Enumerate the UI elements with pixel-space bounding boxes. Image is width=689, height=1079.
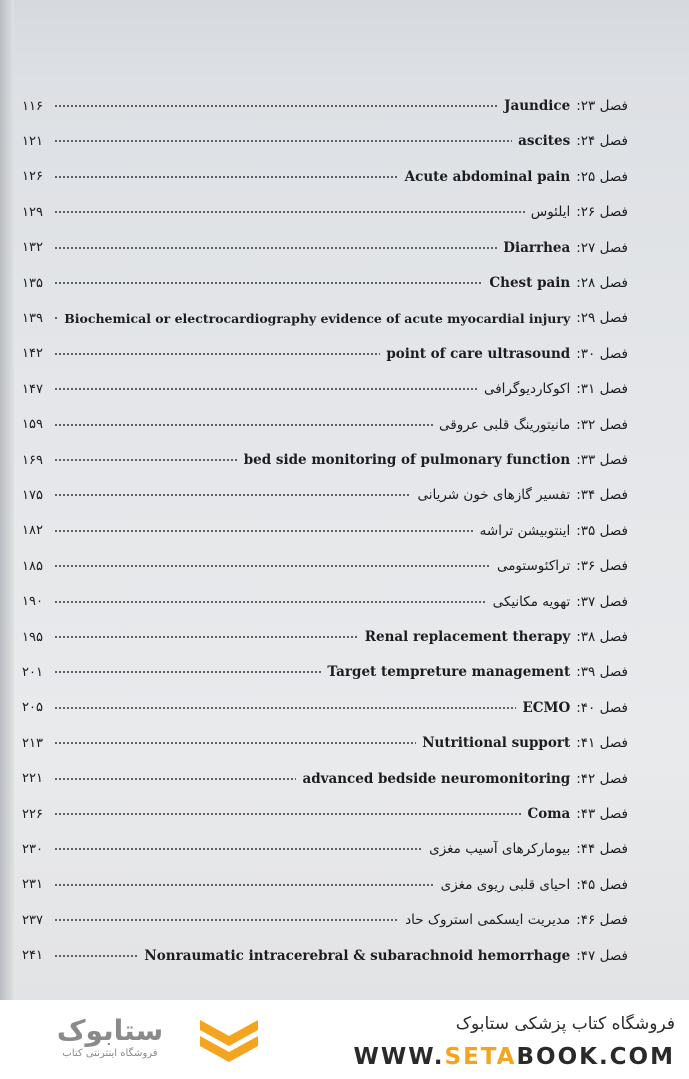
- toc-row: [22, 165, 628, 189]
- chapter-label: فصل ۴۵:: [576, 876, 628, 893]
- toc-row: [22, 590, 628, 614]
- toc-row: [22, 802, 628, 826]
- dot-leader: [54, 778, 296, 780]
- chapter-title: مانیتورینگ قلبی عروقی: [439, 416, 571, 433]
- chapter-title: point of care ultrasound: [386, 345, 571, 362]
- page-number: ۲۳۰: [22, 841, 43, 857]
- page-number: ۲۲۱: [22, 771, 43, 787]
- dot-leader: [54, 388, 478, 390]
- chapter-label: فصل ۲۳:: [576, 98, 628, 114]
- dot-leader: [54, 848, 423, 850]
- chapter-label: فصل ۴۲:: [576, 770, 628, 787]
- dot-leader: [54, 636, 359, 638]
- url-highlight: SETA: [444, 1044, 517, 1070]
- page-number: ۱۳۲: [22, 240, 43, 256]
- store-name: فروشگاه کتاب پزشکی ستابوک: [455, 1014, 675, 1034]
- toc-row: [22, 200, 628, 224]
- chapter-label: فصل ۲۸:: [576, 275, 628, 291]
- dot-leader: [54, 282, 483, 284]
- chapter-title: Acute abdominal pain: [404, 168, 571, 185]
- page-number: ۲۱۳: [22, 735, 43, 751]
- page-number: ۱۵۹: [22, 417, 43, 433]
- chapter-title: Coma: [527, 806, 571, 822]
- chapter-title: احیای قلبی ریوی مغزی: [440, 876, 571, 893]
- chapter-title: bed side monitoring of pulmonary function: [243, 452, 571, 468]
- toc-row: [22, 625, 628, 649]
- chapter-label: فصل ۳۵:: [576, 522, 628, 539]
- chapter-label: فصل ۳۹:: [576, 664, 628, 681]
- chapter-title: Jaundice: [504, 98, 571, 114]
- chapter-title: Biochemical or electrocardiography evidence of acute myocardial injury: [64, 310, 571, 326]
- chapter-label: فصل ۳۱:: [576, 381, 628, 398]
- dot-leader: [54, 919, 399, 921]
- chapter-title: ایلئوس: [530, 204, 571, 221]
- dot-leader: [54, 707, 516, 709]
- chapter-label: فصل ۴۰:: [576, 699, 628, 716]
- toc-row: [22, 129, 628, 153]
- dot-leader: [54, 494, 411, 496]
- toc-row: [22, 377, 628, 401]
- store-url[interactable]: [354, 1044, 675, 1070]
- toc-row: [22, 448, 628, 472]
- logo-name: ستابوک: [56, 1014, 164, 1047]
- toc-row: [22, 554, 628, 578]
- chapter-label: فصل ۳۴:: [576, 487, 628, 504]
- toc-row: [22, 767, 628, 791]
- chapter-title: مدیریت ایسکمی استروک حاد: [405, 912, 571, 929]
- dot-leader: [54, 813, 521, 815]
- page-number: ۲۴۱: [22, 948, 43, 964]
- dot-leader: [54, 565, 491, 567]
- chapter-label: فصل ۲۶:: [576, 204, 628, 221]
- chapter-title: ascites: [518, 133, 571, 150]
- store-footer: [0, 1000, 689, 1079]
- toc-row: [22, 483, 628, 507]
- chapter-label: فصل ۲۴:: [576, 133, 628, 150]
- dot-leader: [54, 530, 474, 532]
- chapter-label: فصل ۲۹:: [576, 310, 628, 327]
- toc-row: [22, 342, 628, 366]
- chapter-label: فصل ۲۷:: [576, 239, 628, 256]
- page-number: ۱۲۹: [22, 204, 43, 220]
- chapter-title: اکوکاردیوگرافی: [483, 381, 571, 398]
- page-number: ۱۲۱: [22, 133, 43, 149]
- page-number: ۱۷۵: [22, 487, 43, 503]
- page-number: ۱۶۹: [22, 452, 43, 468]
- chapter-title: Renal replacement therapy: [364, 629, 571, 645]
- chapter-label: فصل ۳۶:: [576, 558, 628, 575]
- logo-tagline: فروشگاه اینترنتی کتاب: [62, 1048, 158, 1059]
- toc-row: [22, 413, 628, 437]
- page-number: ۱۴۲: [22, 346, 43, 362]
- dot-leader: [54, 317, 58, 319]
- chapter-label: فصل ۳۸:: [576, 629, 628, 645]
- chapter-label: فصل ۲۵:: [576, 168, 628, 185]
- chapter-label: فصل ۴۶:: [576, 912, 628, 929]
- page-number: ۱۳۵: [22, 275, 43, 291]
- chapter-title: Target tempreture management: [327, 664, 571, 681]
- chapter-title: Nutritional support: [422, 735, 571, 752]
- dot-leader: [54, 601, 487, 603]
- page-number: ۲۳۱: [22, 877, 43, 893]
- chapter-title: Nonraumatic intracerebral & subarachnoid hemorrhage: [144, 947, 571, 964]
- chapter-title: ECMO: [522, 699, 571, 716]
- dot-leader: [54, 671, 321, 673]
- toc-row: [22, 660, 628, 684]
- chapter-label: فصل ۴۷:: [576, 947, 628, 964]
- toc-row: [22, 731, 628, 755]
- chapter-label: فصل ۴۳:: [576, 806, 628, 822]
- chapter-label: فصل ۳۲:: [576, 416, 628, 433]
- page-number: ۱۸۲: [22, 523, 43, 539]
- dot-leader: [54, 176, 399, 178]
- toc-row: [22, 94, 628, 118]
- chapter-title: تهویه مکانیکی: [492, 593, 571, 610]
- chapter-title: بیومارکرهای آسیب مغزی: [429, 841, 571, 858]
- toc-row: [22, 236, 628, 260]
- chapter-label: فصل ۴۴:: [576, 841, 628, 858]
- dot-leader: [54, 459, 238, 461]
- toc-row: [22, 696, 628, 720]
- dot-leader: [54, 140, 512, 142]
- url-suffix: BOOK.COM: [516, 1044, 675, 1070]
- page-number: ۲۳۷: [22, 912, 43, 928]
- page-number: ۲۰۵: [22, 700, 43, 716]
- dot-leader: [54, 424, 433, 426]
- chapter-label: فصل ۳۳:: [576, 452, 628, 468]
- toc-row: [22, 908, 628, 932]
- chapter-label: فصل ۳۷:: [576, 593, 628, 610]
- setabook-logo: [32, 1014, 182, 1064]
- dot-leader: [54, 211, 525, 213]
- page-number: ۲۲۶: [22, 806, 43, 822]
- page-number: ۱۱۶: [22, 98, 43, 114]
- chapter-title: اینتوبیشن تراشه: [479, 522, 571, 539]
- chapter-title: تفسیر گازهای خون شریانی: [417, 487, 571, 504]
- toc-row: [22, 271, 628, 295]
- url-prefix: WWW.: [353, 1044, 445, 1070]
- page-number: ۱۴۷: [22, 381, 43, 397]
- page-number: ۱۲۶: [22, 169, 43, 185]
- toc-row: [22, 519, 628, 543]
- chapter-title: advanced bedside neuromonitoring: [302, 770, 571, 787]
- chapter-title: Diarrhea: [503, 239, 571, 256]
- page-number: ۱۹۵: [22, 629, 43, 645]
- dot-leader: [54, 353, 380, 355]
- toc-row: [22, 944, 628, 968]
- chapter-title: تراکئوستومی: [496, 558, 571, 575]
- chapter-label: فصل ۴۱:: [576, 735, 628, 752]
- toc-row: [22, 306, 628, 330]
- chevron-logo-icon: [196, 1014, 262, 1068]
- dot-leader: [54, 742, 416, 744]
- dot-leader: [54, 247, 497, 249]
- dot-leader: [54, 884, 435, 886]
- toc-row: [22, 837, 628, 861]
- dot-leader: [54, 105, 498, 107]
- page-number: ۱۳۹: [22, 310, 43, 326]
- page-number: ۱۸۵: [22, 558, 43, 574]
- chapter-title: Chest pain: [489, 275, 571, 291]
- chapter-label: فصل ۳۰:: [576, 345, 628, 362]
- page-number: ۱۹۰: [22, 594, 43, 610]
- toc-row: [22, 873, 628, 897]
- page-number: ۲۰۱: [22, 664, 43, 680]
- dot-leader: [54, 955, 138, 957]
